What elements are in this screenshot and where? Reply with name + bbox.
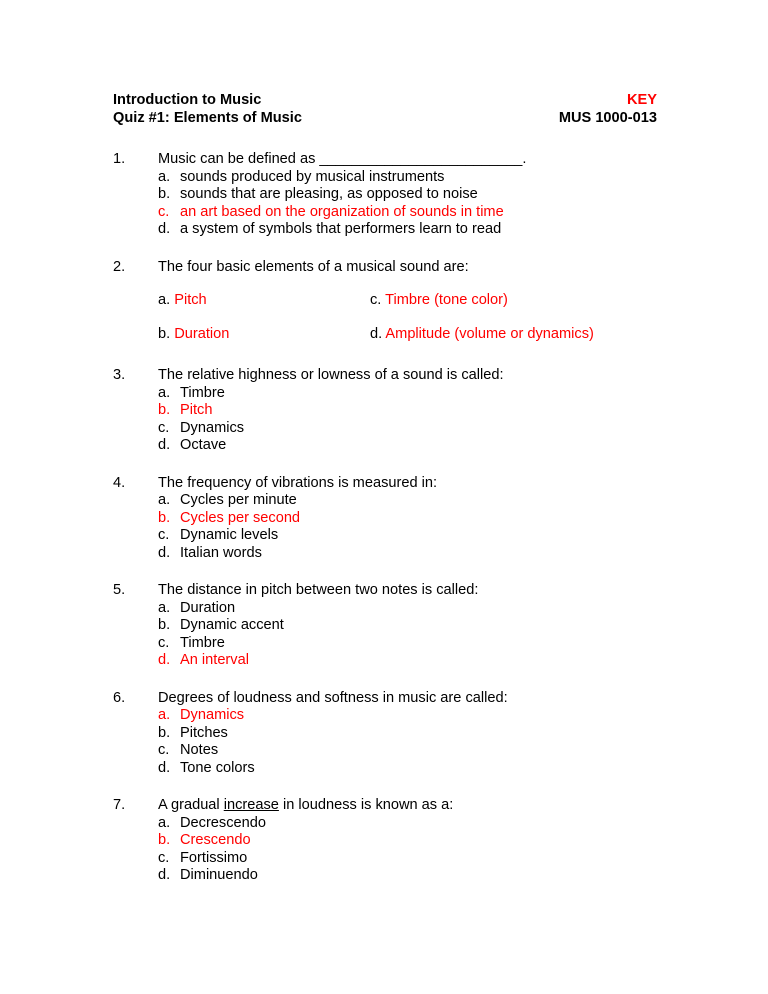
option-text: Italian words [180, 544, 262, 561]
option-text: Timbre [180, 384, 225, 401]
option-text: Pitches [180, 724, 228, 741]
question-prompt: The frequency of vibrations is measured in: [158, 474, 438, 491]
item-letter: a. [158, 292, 171, 308]
item-answer: Pitch [174, 292, 207, 308]
question-prompt: Degrees of loudness and softness in music are called: [158, 689, 508, 706]
option-text: Cycles per minute [180, 492, 297, 508]
question-number: 6. [113, 689, 126, 706]
option-text: Octave [180, 437, 227, 453]
question-5 [113, 582, 657, 670]
item-answer: Timbre (tone color) [385, 292, 508, 308]
option-letter: c. [158, 203, 170, 220]
option-letter: a. [158, 384, 171, 401]
option-c [158, 742, 657, 760]
prompt-text: A gradual [158, 797, 224, 813]
option-a [158, 492, 657, 510]
prompt-text: in loudness is known as a: [278, 797, 454, 813]
question-prompt: The distance in pitch between two notes is called: [158, 582, 479, 598]
option-b-correct [158, 832, 657, 850]
option-text: a system of symbols that performers learn to read [180, 221, 502, 237]
option-text: Cycles per second [180, 509, 301, 526]
question-6 [113, 690, 657, 778]
course-code: MUS 1000-013 [558, 109, 657, 126]
option-letter: d. [158, 221, 171, 237]
option-c [158, 420, 657, 438]
option-a [158, 385, 657, 403]
question-body [158, 259, 657, 344]
option-a [158, 169, 657, 187]
option-text: Timbre [180, 634, 225, 651]
option-c [158, 635, 657, 653]
question-prompt: The four basic elements of a musical sound are: [158, 258, 469, 275]
quiz-page [113, 92, 657, 905]
item-letter: b. [158, 325, 171, 342]
option-letter: a. [158, 707, 171, 723]
option-d [158, 437, 657, 455]
option-b-correct [158, 402, 657, 420]
option-text: sounds that are pleasing, as opposed to noise [180, 186, 478, 202]
option-a [158, 600, 657, 618]
option-b-correct [158, 510, 657, 528]
option-letter: a. [158, 599, 171, 616]
option-text: Duration [180, 599, 236, 616]
question-prompt: The relative highness or lowness of a sound is called: [158, 367, 504, 383]
option-text: Notes [180, 742, 219, 758]
option-text: An interval [180, 652, 249, 668]
option-text: Diminuendo [180, 867, 258, 883]
option-letter: a. [158, 168, 171, 185]
answer-key-label: KEY [626, 92, 657, 108]
option-letter: d. [158, 437, 171, 453]
element-c [370, 292, 657, 310]
option-d [158, 221, 657, 239]
question-number: 7. [113, 797, 126, 813]
question-body [158, 582, 657, 670]
item-letter: c. [370, 292, 382, 308]
question-4 [113, 475, 657, 563]
option-text: Pitch [180, 402, 213, 418]
option-letter: d. [158, 544, 171, 561]
question-prompt [158, 797, 657, 815]
header-right [559, 92, 657, 127]
element-d [370, 326, 657, 344]
quiz-title: Quiz #1: Elements of Music [113, 109, 302, 126]
option-letter: d. [158, 759, 171, 776]
quiz-header [113, 92, 657, 127]
option-letter: c. [158, 849, 170, 866]
option-letter: d. [158, 867, 171, 883]
question-number: 5. [113, 582, 126, 598]
question-2 [113, 259, 657, 344]
elements-grid [158, 292, 657, 343]
option-letter: c. [158, 742, 170, 758]
option-letter: b. [158, 186, 171, 202]
option-letter: c. [158, 419, 170, 436]
option-b [158, 186, 657, 204]
question-body [158, 797, 657, 885]
option-d [158, 867, 657, 885]
question-number: 2. [113, 258, 126, 275]
option-text: Dynamics [180, 419, 245, 436]
option-d [158, 545, 657, 563]
option-text: Fortissimo [180, 849, 248, 866]
option-text: Tone colors [180, 759, 255, 776]
option-text: sounds produced by musical instruments [180, 168, 445, 185]
question-prompt: Music can be defined as _________________________. [158, 151, 527, 167]
question-7 [113, 797, 657, 885]
option-d-correct [158, 652, 657, 670]
option-letter: b. [158, 832, 171, 848]
option-letter: c. [158, 634, 170, 651]
option-text: Dynamics [180, 707, 245, 723]
element-b [158, 326, 370, 344]
option-letter: b. [158, 509, 171, 526]
option-letter: a. [158, 492, 171, 508]
question-1 [113, 151, 657, 239]
item-answer: Amplitude (volume or dynamics) [385, 325, 594, 342]
option-letter: b. [158, 402, 171, 418]
option-b [158, 617, 657, 635]
question-number: 1. [113, 151, 126, 167]
item-answer: Duration [174, 325, 230, 342]
option-a [158, 815, 657, 833]
question-body [158, 690, 657, 778]
course-title: Introduction to Music [113, 92, 262, 108]
option-c [158, 527, 657, 545]
option-text: Decrescendo [180, 814, 266, 831]
question-number: 3. [113, 367, 126, 383]
option-letter: b. [158, 724, 171, 741]
question-body [158, 367, 657, 455]
option-letter: d. [158, 652, 171, 668]
option-letter: b. [158, 617, 171, 633]
option-letter: a. [158, 814, 171, 831]
option-text: Crescendo [180, 832, 251, 848]
option-text: Dynamic levels [180, 527, 279, 543]
option-text: an art based on the organization of sounds in time [180, 203, 504, 220]
question-body [158, 475, 657, 563]
option-text: Dynamic accent [180, 617, 284, 633]
option-letter: c. [158, 527, 170, 543]
element-a [158, 292, 370, 310]
option-d [158, 760, 657, 778]
option-c-correct [158, 204, 657, 222]
item-letter: d. [370, 325, 383, 342]
question-number: 4. [113, 474, 126, 491]
option-b [158, 725, 657, 743]
option-a-correct [158, 707, 657, 725]
header-left [113, 92, 302, 127]
question-body [158, 151, 657, 239]
question-3 [113, 367, 657, 455]
option-c [158, 850, 657, 868]
prompt-underlined-word: increase [223, 797, 279, 813]
